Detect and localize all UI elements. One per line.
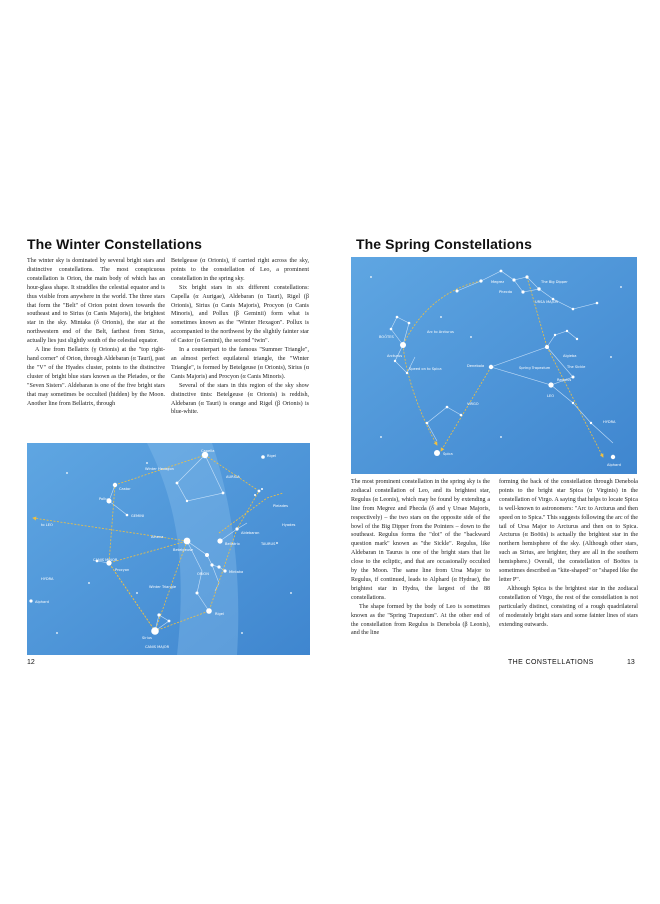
winter-text-column-1 xyxy=(27,257,165,442)
map-label-sirius: Sirius xyxy=(142,636,152,640)
map-label-rigel: Rigel xyxy=(215,612,224,616)
map-label-winter-triangle: Winter Triangle xyxy=(149,585,177,589)
map-label-gemini: GEMINI xyxy=(131,514,144,518)
map-label-the-sickle: The Sickle xyxy=(567,365,586,369)
map-label-hydra: HYDRA xyxy=(603,420,616,424)
map-background xyxy=(351,257,637,474)
map-label-procyon: Procyon xyxy=(115,568,130,572)
winter-text-column-2 xyxy=(171,257,309,442)
map-label-pleiades: Pleiades xyxy=(273,504,288,508)
map-label-hydra: HYDRA xyxy=(41,577,54,581)
map-label-arc-to-arcturus: Arc to Arcturus xyxy=(427,330,454,334)
map-label-big-dipper: The Big Dipper xyxy=(541,280,568,284)
map-label-speed-on-to-spica: Speed on to Spica xyxy=(409,367,442,371)
right-page xyxy=(330,0,660,904)
spring-star-map xyxy=(351,257,637,474)
map-label-regulus: Regulus xyxy=(557,378,572,382)
running-head: THE CONSTELLATIONS xyxy=(508,659,594,666)
map-label-bootes: BOÖTES xyxy=(379,335,394,339)
map-label-capella: Capella xyxy=(201,449,215,453)
paragraph: The winter sky is dominated by several bright stars and distinctive constellations. The most conspicuous constellation is Orion, the main body of which has an hour-glass shape. It straddles the celestial equator and is thus visible from anywhere in the world. The three stars that form the "Belt" of Orion point down towards the southeast and to Sirius (α Canis Majoris), the brightest star in the sky. Mintaka (δ Orionis), the star at the northwestern end of the Belt, farthest from Sirius, actually lies just slightly south of the celestial equator. xyxy=(27,258,165,345)
map-label-to-leo: to LEO xyxy=(41,523,53,527)
paragraph: Betelgeuse (α Orionis), if carried right across the sky, points to the constellation of Leo, a prominent constellation in the spring sky. xyxy=(171,258,309,282)
map-label-megrez: Megrez xyxy=(491,280,505,284)
map-label-spica: Spica xyxy=(443,452,453,456)
map-label-ursa-major: URSA MAJOR xyxy=(535,300,559,304)
map-label-canis-minor: CANIS MINOR xyxy=(93,558,118,562)
map-label-winter-hexagon: Winter Hexagon xyxy=(145,467,174,471)
map-label-arcturus: Arcturus xyxy=(387,354,403,358)
paragraph: In a counterpart to the famous "Summer Triangle", an almost perfect equilateral triangle, the "Winter Triangle", is formed by Betelgeuse (α Orionis), Sirius (α Canis Majoris) and Procyon (α Canis Minoris). xyxy=(171,347,309,380)
spring-text-column-1 xyxy=(351,478,490,656)
paragraph: forming the back of the constellation through Denebola points to the bright star Spica (α Virginis) in the constellation of Virgo. A saying that helps to locate Spica is well-known to astronomers: "Arc to Arcturus and then speed on to Spica." This suggests following the arc of the tail of Ursa Major to Arcturus and then on to Spica. Arcturus (α Boötis) is actually the brightest star in the northern hemisphere of the sky. (Although other stars, such as Sirius, are brighter, they are all in the southern hemisphere.) Overall, the constellation of Boötes is sometimes described as "kite-shaped" or "shaped like the letter P". xyxy=(499,479,638,583)
map-label-bellatrix: Bellatrix xyxy=(225,542,240,546)
map-label-alphard: Alphard xyxy=(607,463,621,467)
paragraph: Six bright stars in six different constellations: Capella (α Aurigae), Aldebaran (α Tauri), Rigel (β Orionis), Sirius (α Canis Majoris), Procyon (α Canis Minoris), and Pollux (β Geminii) form what is sometimes known as the "Winter Hexagon". Pollux is accompanied to the northwest by the slightly fainter star of Castor (α Gemini), the second "twin". xyxy=(171,284,309,345)
map-label-aldebaran: Aldebaran xyxy=(241,531,260,535)
map-label-rigel-top: Rigel xyxy=(267,454,276,458)
map-label-pollux: Pollux xyxy=(99,497,110,501)
paragraph: The most prominent constellation in the spring sky is the zodiacal constellation of Leo, and its brightest star, Regulus (α Leonis), which may be found by extending a line from Megrez and Phecda (δ and γ Ursae Majoris, respectively) – the two stars on the opposite side of the bowl of the Big Dipper from the Pointers – down to the southeast. Regulus forms the "dot" of the "backward question mark" known as "the Sickle". Regulus, like Aldebaran in Taurus is one of the bright stars that lie close to the ecliptic, and that are occasionally occulted by the Moon. The same line from Ursa Major to Regulus, if continued, leads to Alphard (α Hydrae), the brightest star in Hydra, the largest of the 88 constellations. xyxy=(351,479,490,601)
map-label-castor: Castor xyxy=(119,487,131,491)
paragraph: Several of the stars in this region of the sky show distinctive tints: Betelgeuse (α Orionis) is reddish, Aldebaran (α Tauri) is orange and Rigel (β Orionis) is blue-white. xyxy=(171,382,309,416)
paragraph: A line from Bellatrix (γ Orionis) at the "top right-hand corner" of Orion, through Aldebaran (α Tauri), past the "V" of the Hyades cluster, points to the distinctive cluster of bright blue stars known as the Pleiades, or the "Seven Sisters". Aldebaran is one of the five bright stars that may sometimes be occulted (hidden) by the Moon. Another line from Bellatrix, through xyxy=(27,347,165,407)
map-label-mintaka: Mintaka xyxy=(229,570,244,574)
map-label-spring-trapezium: Spring Trapezium xyxy=(519,366,551,370)
map-label-denebola: Denebola xyxy=(467,364,485,368)
map-label-phecda: Phecda xyxy=(499,290,513,294)
map-label-taurus: TAURUS xyxy=(261,542,276,546)
map-label-alphard: Alphard xyxy=(35,600,49,604)
map-label-hyades: Hyades xyxy=(282,523,296,527)
map-label-orion: ORION xyxy=(197,572,209,576)
spring-title: The Spring Constellations xyxy=(356,236,532,252)
map-label-virgo: VIRGO xyxy=(467,402,479,406)
map-label-auriga: AURIGA xyxy=(226,475,240,479)
left-page-number: 12 xyxy=(27,659,35,666)
right-page-number: 13 xyxy=(627,659,635,666)
map-label-algieba: Algieba xyxy=(563,354,577,358)
paragraph: Although Spica is the brightest star in the zodiacal constellation of Virgo, the rest of the constellation is not particularly distinct, consisting of a rough quadrilateral of moderately bright stars and some fainter lines of stars extending outwards. xyxy=(499,585,638,628)
map-label-leo: LEO xyxy=(547,394,555,398)
paragraph: The shape formed by the body of Leo is sometimes known as the "Spring Trapezium". At the other end of the constellation from Regulus is Denebola (β Leonis), and the line xyxy=(351,603,490,637)
winter-title: The Winter Constellations xyxy=(27,236,203,252)
map-label-canis-major: CANIS MAJOR xyxy=(145,645,170,649)
winter-star-map xyxy=(27,443,310,655)
spring-text-column-2 xyxy=(499,478,638,656)
map-label-alhena: Alhena xyxy=(151,535,164,539)
map-label-betelgeuse: Betelgeuse xyxy=(173,548,194,552)
